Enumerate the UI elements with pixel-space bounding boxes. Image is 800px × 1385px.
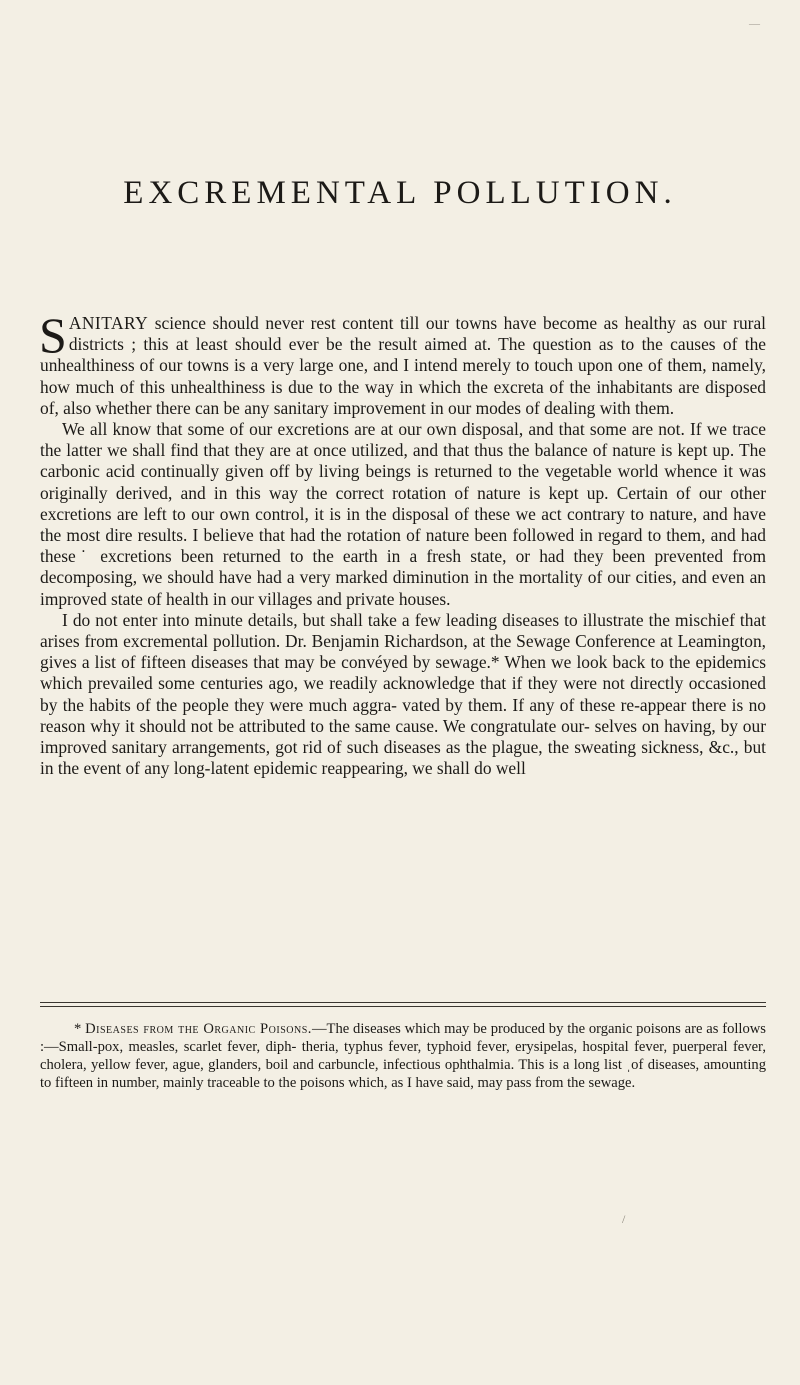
paragraph-1-text: science should never rest content till our towns have become as healthy as our rural districts ; this at least should ever be the result aimed at. The question as to the causes of the unhealthiness of our towns is a very large one, and I intend merely to touch upon one of them, namely, how much of this unhealthiness is due to the way in which the excreta of the inhabitants are disposed of, also whether there can be any sanitary improvement in our modes of dealing with them. xyxy=(40,313,766,418)
drop-cap: S xyxy=(39,307,67,363)
footnote-rule-second xyxy=(40,1006,766,1007)
lead-caps: ANITARY xyxy=(68,313,149,333)
paragraph-3: I do not enter into minute details, but shall take a few leading diseases to illustrate the mischief that arises from excremental pollution. Dr. Benjamin Richardson, at the Sewage Conference at Leamington, gives a list of fifteen diseases that may be convéyed by sewage.* When we look back to the epidemics which prevailed some centuries ago, we readily acknowledge that if they were not directly occasioned by the habits of the people they were much aggra- vated by them. If any of these re-appear there is no reason why it should not be attributed to the same cause. We congratulate our- selves on having, by our improved sanitary arrangements, got rid of such diseases as the plague, the sweating sickness, &c., but in the event of any long-latent epidemic reappearing, we shall do well xyxy=(40,609,766,779)
footnote-text: —The diseases which may be produced by the organic poisons are as follows :—Small-pox, measles, scarlet fever, diph- theria, typhus fever, typhoid fever, erysipelas, hospital fever, puerperal fever, cholera, yellow fever, ague, glanders, boil and carbuncle, infectious ophthalmia. This is a long list ˌof diseases, amounting to fifteen in number, mainly traceable to the poisons which, as I have said, may pass from the sewage. xyxy=(40,1021,766,1091)
footnote-marker: * xyxy=(74,1021,86,1037)
footnote-rule xyxy=(40,1002,766,1003)
body-text xyxy=(39,307,766,779)
footnote xyxy=(40,1020,766,1092)
footnote-heading: Diseases from the Organic Poisons. xyxy=(85,1021,312,1037)
corner-mark: — xyxy=(749,18,760,30)
bottom-mark: / xyxy=(622,1212,626,1226)
page-title: EXCREMENTAL POLLUTION. xyxy=(123,175,677,211)
paragraph-2: We all know that some of our excretions are at our own disposal, and that some are not. If we trace the latter we shall find that they are at once utilized, and that thus the balance of nature is kept up. The carbonic acid continually given off by living beings is returned to the vegetable world whence it was originally derived, and in this way the correct rotation of nature is kept up. Certain of our other excretions are left to our own control, it is in the disposal of these we act contrary to nature, and have the most dire results. I believe that had the rotation of nature been followed in regard to them, and had these˙ excretions been returned to the earth in a fresh state, or had they been prevented from decomposing, we should have had a very marked diminution in the mortality of our cities, and even an improved state of health in our villages and private houses. xyxy=(40,419,766,609)
paragraph-1 xyxy=(39,307,766,419)
